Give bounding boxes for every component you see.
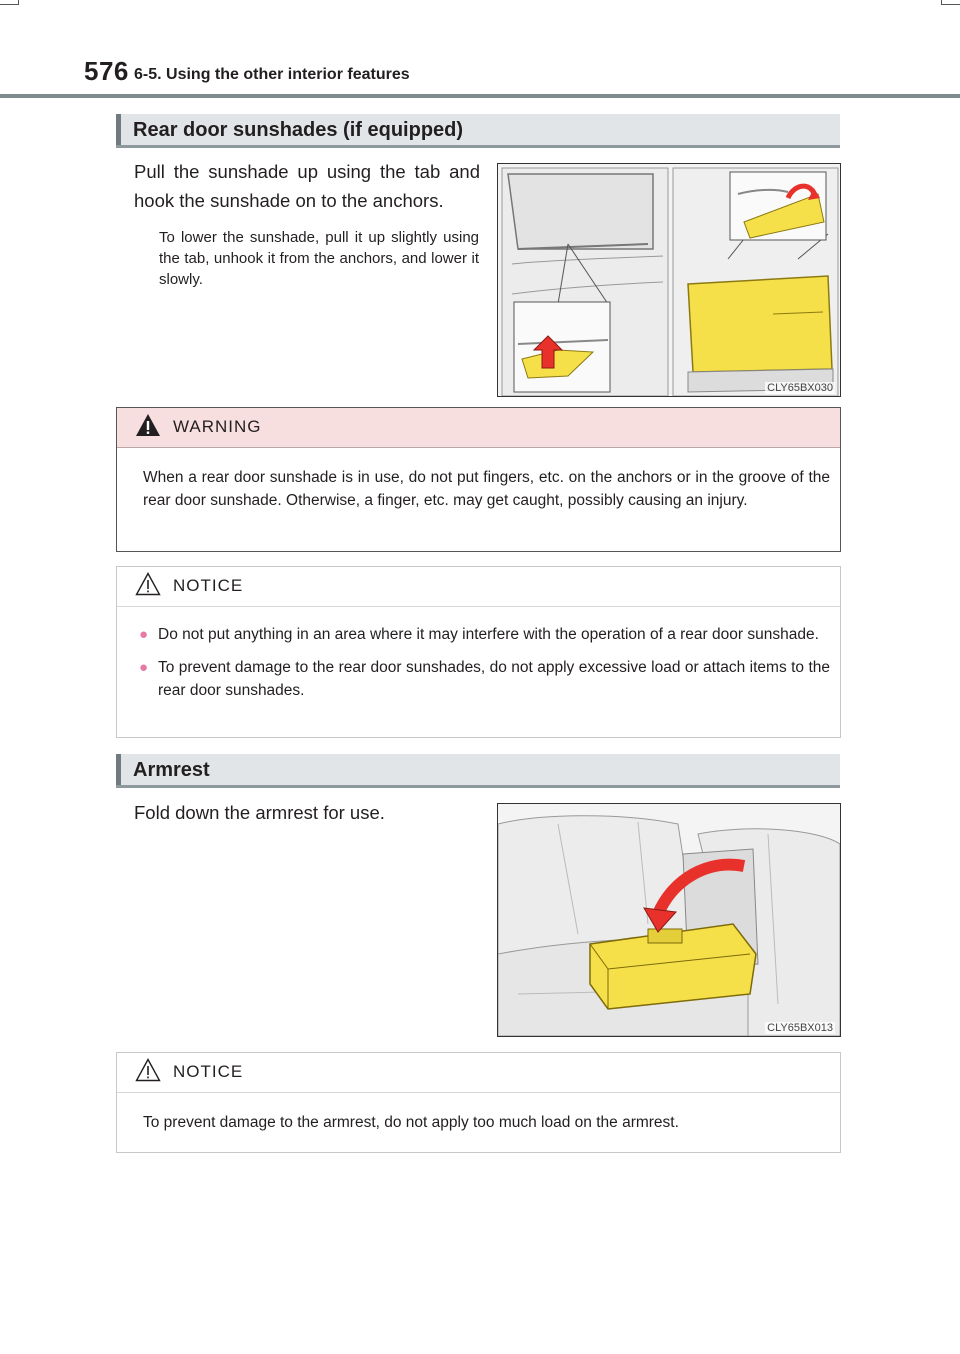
section-title: Rear door sunshades (if equipped) xyxy=(133,119,464,141)
notice-header xyxy=(117,567,840,607)
bullet-dot: ● xyxy=(139,626,149,643)
sunshade-instruction: Pull the sunshade up using the tab and hook the sunshade on to the anchors. xyxy=(134,161,480,211)
crop-mark xyxy=(941,0,942,5)
notice-label: NOTICE xyxy=(173,1062,244,1081)
notice-bullet-item xyxy=(141,656,830,702)
section-heading-bar xyxy=(116,754,121,785)
crop-mark xyxy=(18,0,19,5)
sunshade-drawing xyxy=(498,164,840,396)
section-heading-bar xyxy=(116,114,121,145)
caution-icon xyxy=(135,572,161,596)
notice-box-sunshade xyxy=(116,566,841,738)
armrest-drawing xyxy=(498,804,840,1036)
warning-header xyxy=(117,408,840,448)
armrest-illustration xyxy=(497,803,841,1037)
notice-box-armrest xyxy=(116,1052,841,1153)
header-rule xyxy=(0,94,960,98)
notice-text: To prevent damage to the armrest, do not apply too much load on the armrest. xyxy=(143,1114,679,1131)
crop-mark xyxy=(0,4,18,5)
notice-bullet-text: To prevent damage to the rear door sunshades, do not apply excessive load or attach items to the rear door sunshades. xyxy=(158,659,830,699)
crop-mark xyxy=(942,4,960,5)
sunshade-subtext: To lower the sunshade, pull it up slightly using the tab, unhook it from the anchors, and lower it slowly. xyxy=(159,229,479,288)
warning-icon xyxy=(135,413,161,437)
sunshade-illustration xyxy=(497,163,841,397)
bullet-dot: ● xyxy=(139,659,149,676)
notice-body xyxy=(117,607,840,714)
section-heading-armrest xyxy=(116,754,840,788)
notice-bullet-item xyxy=(141,623,830,646)
armrest-instruction: Fold down the armrest for use. xyxy=(134,802,385,823)
notice-label: NOTICE xyxy=(173,576,244,595)
section-heading-sunshades xyxy=(116,114,840,148)
warning-text: When a rear door sunshade is in use, do not put fingers, etc. on the anchors or in the groove of the rear door sunshade. Otherwise, a finger, etc. may get caught, possibly causing an injury. xyxy=(143,469,830,509)
warning-label: WARNING xyxy=(173,417,262,436)
notice-bullet-text: Do not put anything in an area where it may interfere with the operation of a rear door sunshade. xyxy=(158,626,819,643)
warning-box xyxy=(116,407,841,552)
figure-code: CLY65BX013 xyxy=(767,1022,833,1034)
chapter-title: 6-5. Using the other interior features xyxy=(134,66,410,83)
notice-header xyxy=(117,1053,840,1093)
caution-icon xyxy=(135,1058,161,1082)
section-title: Armrest xyxy=(133,759,210,781)
figure-code: CLY65BX030 xyxy=(767,382,833,394)
page-number: 576 xyxy=(84,56,129,86)
